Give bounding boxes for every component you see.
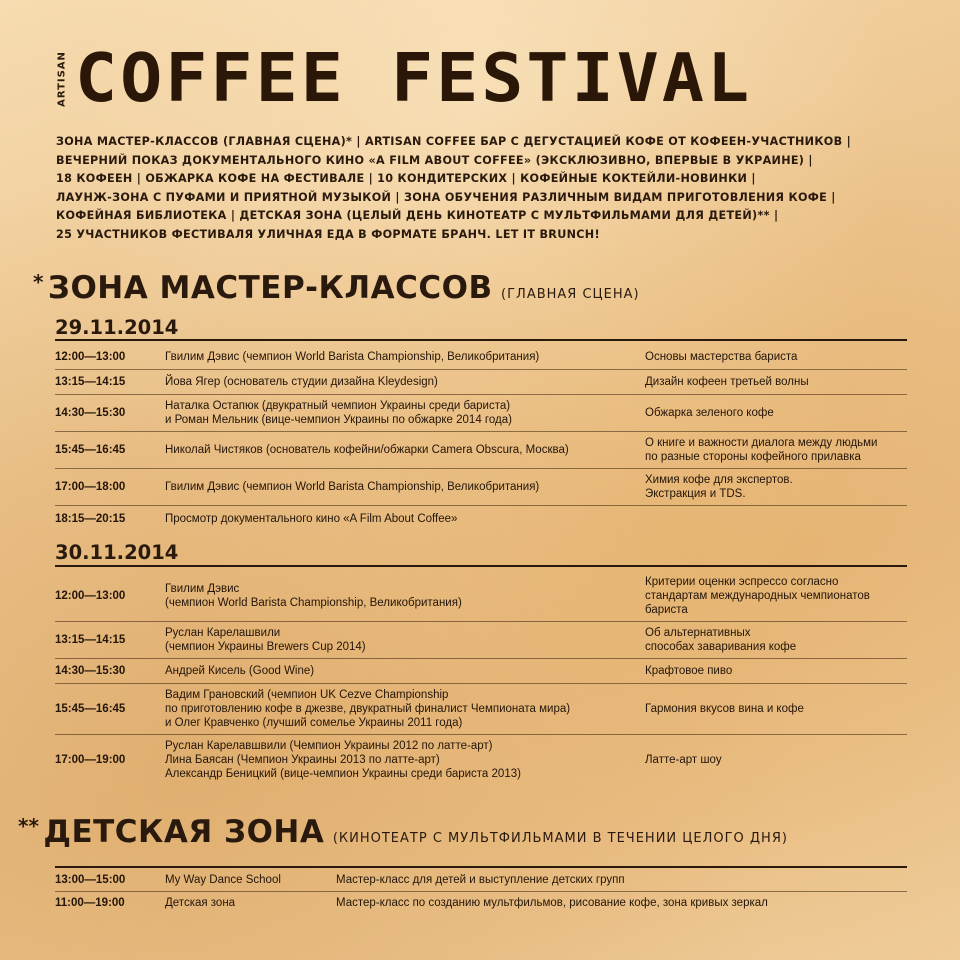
time-slot: 13:15—14:15 bbox=[55, 634, 126, 646]
speaker bbox=[165, 350, 539, 364]
schedule-row bbox=[55, 571, 907, 621]
day1-date: 29.11.2014 bbox=[55, 316, 179, 339]
speaker-line: и Роман Мельник (вице-чемпион Украины по обжарке 2014 года) bbox=[165, 414, 512, 426]
logo-artisan: ARTISAN bbox=[56, 51, 68, 107]
speaker-line: по приготовлению кофе в джезве, двукратный финалист Чемпионата мира) bbox=[165, 703, 571, 715]
speaker-line: Детская зона bbox=[165, 897, 236, 909]
speaker bbox=[165, 739, 521, 781]
topic-line: по разные стороны кофейного прилавка bbox=[645, 451, 861, 463]
speaker-line: Гвилим Дэвис (чемпион World Barista Championship, Великобритания) bbox=[165, 351, 540, 363]
topic-line: Основы мастерства бариста bbox=[645, 351, 798, 363]
time-slot: 11:00—19:00 bbox=[55, 897, 125, 909]
speaker bbox=[165, 512, 457, 526]
topic-line: Об альтернативных bbox=[645, 627, 751, 639]
schedule-row bbox=[55, 869, 907, 891]
time-slot: 12:00—13:00 bbox=[55, 351, 126, 363]
intro-line: 25 УЧАСТНИКОВ ФЕСТИВАЛЯ УЛИЧНАЯ ЕДА В ФОРМАТЕ БРАНЧ. LET IT BRUNCH! bbox=[56, 227, 600, 241]
masterclass-title: ЗОНА МАСТЕР-КЛАССОВ bbox=[47, 270, 493, 306]
topic-line: Латте-арт шоу bbox=[645, 754, 722, 766]
footnote-star: * bbox=[33, 270, 44, 294]
topic-line: Мастер-класс по созданию мультфильмов, рисование кофе, зона кривых зеркал bbox=[336, 897, 768, 909]
topic-line: Дизайн кофеен третьей волны bbox=[645, 376, 809, 388]
kids-heading bbox=[18, 814, 788, 850]
topic bbox=[645, 436, 877, 464]
speaker bbox=[165, 480, 539, 494]
topic bbox=[336, 873, 625, 887]
speaker-line: Наталка Остапюк (двукратный чемпион Украины среди бариста) bbox=[165, 400, 511, 412]
intro-line: 18 КОФЕЕН | ОБЖАРКА КОФЕ НА ФЕСТИВАЛЕ | 10 КОНДИТЕРСКИХ | КОФЕЙНЫЕ КОКТЕЙЛИ-НОВИНКИ | bbox=[56, 172, 756, 185]
speaker-line: Гвилим Дэвис (чемпион World Barista Championship, Великобритания) bbox=[165, 481, 540, 493]
speaker-line: Руслан Карелашвили bbox=[165, 627, 281, 639]
speaker bbox=[165, 582, 462, 610]
schedule-row bbox=[55, 622, 907, 658]
topic bbox=[645, 753, 722, 767]
divider bbox=[55, 866, 907, 868]
topic bbox=[645, 664, 732, 678]
speaker-line: Лина Баясан (Чемпион Украины 2013 по латте-арт) bbox=[165, 754, 440, 766]
time-slot: 15:45—16:45 bbox=[55, 703, 126, 715]
speaker-line: Андрей Кисель (Good Wine) bbox=[165, 665, 315, 677]
time-slot: 18:15—20:15 bbox=[55, 513, 126, 525]
masterclass-subtitle: (ГЛАВНАЯ СЦЕНА) bbox=[501, 287, 640, 302]
speaker-line: (чемпион World Barista Championship, Великобритания) bbox=[165, 597, 462, 609]
topic-line: Мастер-класс для детей и выступление детских групп bbox=[336, 874, 625, 886]
time-slot: 12:00—13:00 bbox=[55, 590, 126, 602]
masterclass-heading bbox=[33, 270, 640, 306]
topic-line: Крафтовое пиво bbox=[645, 665, 733, 677]
topic bbox=[336, 896, 768, 910]
topic bbox=[645, 473, 793, 501]
topic-line: О книге и важности диалога между людьми bbox=[645, 437, 878, 449]
speaker bbox=[165, 873, 281, 887]
time-slot: 14:30—15:30 bbox=[55, 665, 126, 677]
speaker-line: Николай Чистяков (основатель кофейни/обжарки Camera Obscura, Москва) bbox=[165, 444, 569, 456]
schedule-row bbox=[55, 370, 907, 394]
schedule-row bbox=[55, 506, 907, 532]
topic bbox=[645, 626, 796, 654]
topic bbox=[645, 406, 774, 420]
time-slot: 13:15—14:15 bbox=[55, 376, 126, 388]
intro-line: ЗОНА МАСТЕР-КЛАССОВ (ГЛАВНАЯ СЦЕНА)* | ARTISAN COFFEE БАР С ДЕГУСТАЦИЕЙ КОФЕ ОТ КОФЕЕН-УЧАСТНИКОВ | bbox=[56, 135, 852, 148]
speaker-line: и Олег Кравченко (лучший сомелье Украины 2011 года) bbox=[165, 717, 463, 729]
topic bbox=[645, 350, 797, 364]
schedule-row bbox=[55, 345, 907, 369]
speaker-line: My Way Dance School bbox=[165, 874, 281, 886]
intro-line: КОФЕЙНАЯ БИБЛИОТЕКА | ДЕТСКАЯ ЗОНА (ЦЕЛЫЙ ДЕНЬ КИНОТЕАТР С МУЛЬТФИЛЬМАМИ ДЛЯ ДЕТЕЙ)** | bbox=[56, 209, 779, 222]
time-slot: 17:00—18:00 bbox=[55, 481, 126, 493]
speaker-line: (чемпион Украины Brewers Cup 2014) bbox=[165, 641, 366, 653]
schedule-row bbox=[55, 735, 907, 785]
schedule-row bbox=[55, 659, 907, 683]
topic-line: стандартам международных чемпионатов bbox=[645, 590, 870, 602]
speaker bbox=[165, 688, 570, 730]
time-slot: 13:00—15:00 bbox=[55, 874, 126, 886]
schedule-row bbox=[55, 469, 907, 505]
topic bbox=[645, 702, 804, 716]
intro-line: ВЕЧЕРНИЙ ПОКАЗ ДОКУМЕНТАЛЬНОГО КИНО «A FILM ABOUT COFFEE» (ЭКСКЛЮЗИВНО, ВПЕРВЫЕ В УКРАИНЕ) | bbox=[56, 153, 813, 167]
kids-subtitle: (КИНОТЕАТР С МУЛЬТФИЛЬМАМИ В ТЕЧЕНИИ ЦЕЛОГО ДНЯ) bbox=[332, 831, 788, 846]
topic-line: Критерии оценки эспрессо согласно bbox=[645, 576, 839, 588]
speaker-line: Руслан Карелавшвили (Чемпион Украины 2012 по латте-арт) bbox=[165, 740, 493, 752]
speaker-line: Гвилим Дэвис bbox=[165, 583, 240, 595]
schedule-row bbox=[55, 432, 907, 468]
time-slot: 15:45—16:45 bbox=[55, 444, 126, 456]
time-slot: 14:30—15:30 bbox=[55, 407, 126, 419]
footnote-star: ** bbox=[18, 814, 39, 838]
topic-line: Обжарка зеленого кофе bbox=[645, 407, 774, 419]
topic-line: Химия кофе для экспертов. bbox=[645, 474, 793, 486]
schedule-row bbox=[55, 395, 907, 431]
kids-title: ДЕТСКАЯ ЗОНА bbox=[43, 814, 325, 850]
divider bbox=[55, 565, 907, 567]
divider bbox=[55, 339, 907, 341]
speaker bbox=[165, 375, 438, 389]
topic-line: Экстракция и TDS. bbox=[645, 488, 746, 500]
topic-line: способах заваривания кофе bbox=[645, 641, 797, 653]
speaker-line: Просмотр документального кино «A Film About Coffee» bbox=[165, 513, 458, 525]
topic-line: бариста bbox=[645, 604, 688, 616]
topic-line: Гармония вкусов вина и кофе bbox=[645, 703, 804, 715]
speaker bbox=[165, 443, 569, 457]
topic bbox=[645, 575, 870, 617]
time-slot: 17:00—19:00 bbox=[55, 754, 126, 766]
speaker bbox=[165, 896, 235, 910]
intro-line: ЛАУНЖ-ЗОНА С ПУФАМИ И ПРИЯТНОЙ МУЗЫКОЙ | ЗОНА ОБУЧЕНИЯ РАЗЛИЧНЫМ ВИДАМ ПРИГОТОВЛЕНИЯ КОФЕ | bbox=[56, 190, 836, 204]
intro-text bbox=[56, 133, 936, 244]
topic bbox=[645, 375, 809, 389]
speaker bbox=[165, 626, 366, 654]
schedule-row bbox=[55, 684, 907, 734]
speaker-line: Вадим Грановский (чемпион UK Cezve Championship bbox=[165, 689, 449, 701]
schedule-row bbox=[55, 892, 907, 914]
speaker-line: Йова Ягер (основатель студии дизайна Kleydesign) bbox=[165, 376, 438, 388]
logo-title: COFFEE FESTIVAL bbox=[75, 39, 753, 117]
speaker bbox=[165, 399, 512, 427]
day2-date: 30.11.2014 bbox=[55, 541, 179, 564]
speaker-line: Александр Беницкий (вице-чемпион Украины среди бариста 2013) bbox=[165, 768, 521, 780]
speaker bbox=[165, 664, 314, 678]
